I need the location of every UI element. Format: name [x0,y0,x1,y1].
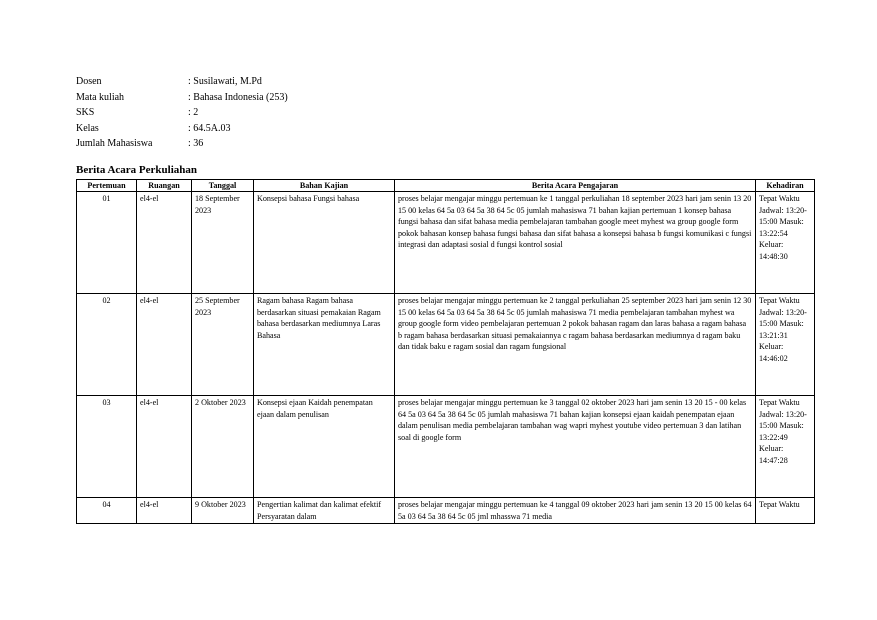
course-info [76,74,288,152]
cell-kehadiran: Tepat Waktu [756,498,815,524]
header-berita-acara: Berita Acara Pengajaran [395,180,756,192]
cell-tanggal: 9 Oktober 2023 [192,498,254,524]
info-row-mata-kuliah [76,90,288,106]
info-value: : Susilawati, M.Pd [188,76,262,87]
lecture-log-table [76,179,815,524]
cell-kehadiran: Tepat Waktu Jadwal: 13:20-15:00 Masuk: 13:21:31 Keluar: 14:46:02 [756,294,815,396]
info-value: : 64.5A.03 [188,122,231,134]
table-header-row [77,180,815,192]
info-value: : 2 [188,107,199,119]
cell-tanggal: 18 September 2023 [192,192,254,294]
info-value: : 36 [188,138,204,150]
info-label: Kelas [76,122,99,134]
cell-ruangan: el4-el [137,192,192,294]
info-label: SKS [76,107,95,119]
header-ruangan: Ruangan [137,180,192,192]
cell-tanggal: 2 Oktober 2023 [192,396,254,498]
cell-tanggal: 25 September 2023 [192,294,254,396]
cell-ruangan: el4-el [137,396,192,498]
section-title: Berita Acara Perkuliahan [76,164,197,176]
cell-pertemuan: 04 [77,498,137,524]
cell-ruangan: el4-el [137,498,192,524]
cell-berita-acara: proses belajar mengajar minggu pertemuan ke 3 tanggal 02 oktober 2023 hari jam senin 13 20 15 - 00 kelas 64 5a 03 64 5a 38 64 5c 05 jumlah mahasiswa 71 bahan kajian konsepsi ejaan kaidah penempatan ejaan dalam penulisan media pembelajaran tambahan wag wapri myhest youtube video pertemuan 3 dan latihan soal di google form [395,396,756,498]
info-label: Mata kuliah [76,91,125,103]
cell-berita-acara: proses belajar mengajar minggu pertemuan ke 4 tanggal 09 oktober 2023 hari jam senin 13 20 15 00 kelas 64 5a 03 64 5a 38 64 5c 05 jml mhasswa 71 media [395,498,756,524]
info-label: Jumlah Mahasiswa [76,138,153,150]
cell-berita-acara: proses belajar mengajar minggu pertemuan ke 1 tanggal perkuliahan 18 september 2023 hari jam senin 13 20 15 00 kelas 64 5a 03 64 5a 38 64 5c 05 jumlah mahasiswa 71 bahan kajian pertemuan 1 konsep bahasa fungsi bahasa dan sifat bahasa media pembelajaran tambahan google meet myhest wa group google form pokok bahasan konsep bahasa fungsi bahasa dan sifat bahasa a konsepsi bahasa b fungsi komunikasi c fungsi integrasi dan adaptasi sosial d fungsi kontrol sosial [395,192,756,294]
cell-kehadiran: Tepat Waktu Jadwal: 13:20-15:00 Masuk: 13:22:54 Keluar: 14:48:30 [756,192,815,294]
table-row [77,396,815,498]
cell-bahan-kajian: Ragam bahasa Ragam bahasa berdasarkan situasi pemakaian Ragam bahasa berdasarkan mediumnya Laras Bahasa [254,294,395,396]
table-row [77,192,815,294]
cell-berita-acara: proses belajar mengajar minggu pertemuan ke 2 tanggal perkuliahan 25 september 2023 hari jam senin 12 30 15 00 kelas 64 5a 03 64 5a 38 64 5c 05 jumlah mahasiswa 71 media pembelajaran tambahan myhest wa group google form video pembelajaran pertemuan 2 pokok bahasan ragam dan laras bahasa a ragam bahasa b ragam bahasa berdasarkan situasi pemakaiannya c ragam bahasa berdasarkan mediumnya d ragam baku dan tidak baku e ragam sosial dan ragam fungsional [395,294,756,396]
cell-bahan-kajian: Konsepsi bahasa Fungsi bahasa [254,192,395,294]
table-row [77,498,815,524]
cell-bahan-kajian: Konsepsi ejaan Kaidah penempatan ejaan dalam penulisan [254,396,395,498]
cell-pertemuan: 01 [77,192,137,294]
info-row-dosen [76,74,288,90]
info-label: Dosen [76,76,102,87]
header-bahan-kajian: Bahan Kajian [254,180,395,192]
info-row-kelas [76,121,288,137]
header-pertemuan: Pertemuan [77,180,137,192]
header-tanggal: Tanggal [192,180,254,192]
cell-pertemuan: 02 [77,294,137,396]
cell-bahan-kajian: Pengertian kalimat dan kalimat efektif Persyaratan dalam [254,498,395,524]
cell-ruangan: el4-el [137,294,192,396]
cell-kehadiran: Tepat Waktu Jadwal: 13:20-15:00 Masuk: 13:22:49 Keluar: 14:47:28 [756,396,815,498]
table-row [77,294,815,396]
info-value: : Bahasa Indonesia (253) [188,91,288,103]
header-kehadiran: Kehadiran [756,180,815,192]
info-row-sks [76,105,288,121]
cell-pertemuan: 03 [77,396,137,498]
info-row-jumlah-mahasiswa [76,136,288,152]
